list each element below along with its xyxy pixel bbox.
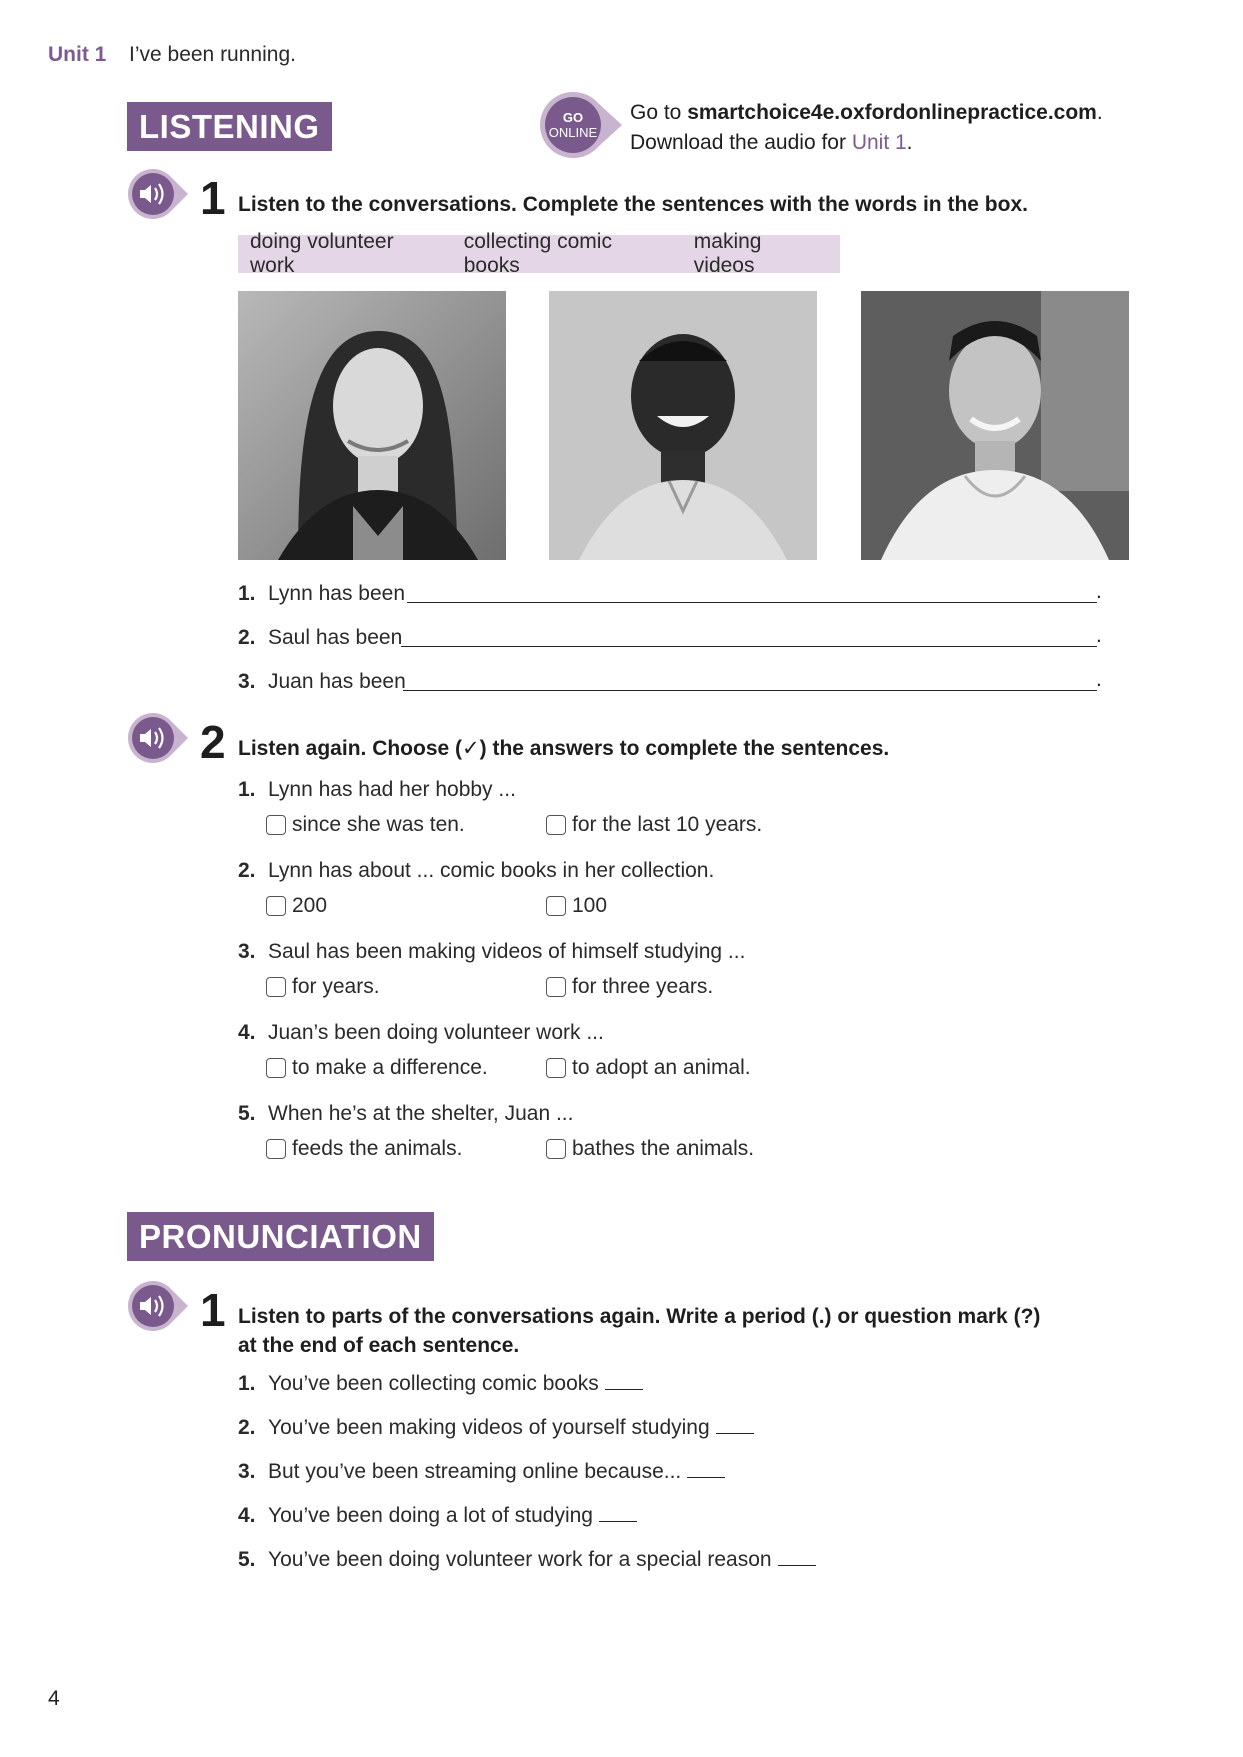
exercise-number: 1 [200, 1284, 226, 1336]
word-box [238, 230, 840, 277]
option-text: to adopt an animal. [572, 1056, 751, 1079]
option-a[interactable] [266, 892, 327, 920]
list-item [238, 1546, 816, 1574]
exercise-instruction [238, 1302, 1040, 1360]
item-text: You’ve been doing a lot of studying [268, 1504, 593, 1527]
question [238, 938, 745, 966]
option-text: for three years. [572, 975, 714, 998]
checkbox[interactable] [546, 1058, 566, 1078]
option-b[interactable] [546, 1135, 754, 1163]
checkbox[interactable] [266, 815, 286, 835]
checkbox[interactable] [266, 977, 286, 997]
option-a[interactable] [266, 973, 380, 1001]
site-link[interactable]: smartchoice4e.oxfordonlinepractice.com [687, 101, 1097, 124]
list-item [238, 1458, 725, 1486]
checkbox[interactable] [546, 977, 566, 997]
download-text: Download the audio for [630, 131, 852, 154]
instruction-line: Listen to parts of the conversations again. Write a period (.) or question mark (?) [238, 1305, 1041, 1328]
go-to-text: Go to [630, 101, 688, 124]
option-b[interactable] [546, 1054, 751, 1082]
go-online-bottom: ONLINE [548, 125, 598, 140]
instruction-line: at the end of each sentence. [238, 1334, 520, 1357]
exercise-number: 2 [200, 716, 226, 768]
photo-saul [549, 291, 817, 560]
listening-banner: LISTENING [127, 102, 332, 151]
answer-line[interactable] [407, 602, 1097, 603]
item-number: 2. [238, 626, 256, 649]
list-item [238, 1502, 637, 1530]
item-number: 5. [238, 1102, 256, 1125]
exercise-instruction: Listen to the conversations. Complete the sentences with the words in the box. [238, 193, 1028, 216]
period: . [1096, 624, 1102, 647]
period: . [1096, 668, 1102, 691]
question-text: Lynn has had her hobby ... [268, 778, 516, 801]
list-item [238, 668, 406, 696]
item-number: 2. [238, 859, 256, 882]
option-b[interactable] [546, 811, 762, 839]
question [238, 857, 714, 885]
unit-link[interactable]: Unit 1 [851, 131, 907, 154]
checkbox[interactable] [266, 896, 286, 916]
answer-line[interactable] [401, 646, 1097, 647]
answer-blank[interactable] [605, 1371, 643, 1390]
checkbox[interactable] [546, 896, 566, 916]
period: . [1096, 101, 1103, 124]
unit-title: I’ve been running. [129, 43, 296, 66]
exercise-number: 1 [200, 172, 226, 224]
go-online-top: GO [562, 110, 584, 125]
item-number: 3. [238, 670, 256, 693]
item-text: You’ve been collecting comic books [268, 1372, 599, 1395]
answer-blank[interactable] [599, 1503, 637, 1522]
option-a[interactable] [266, 1135, 462, 1163]
question-text: Lynn has about ... comic books in her collection. [268, 859, 715, 882]
item-number: 1. [238, 778, 256, 801]
option-text: feeds the animals. [292, 1137, 463, 1160]
exercise-instruction: Listen again. Choose (✓) the answers to complete the sentences. [238, 737, 890, 760]
option-b[interactable] [546, 973, 713, 1001]
word-option: collecting comic books [463, 230, 612, 277]
photo-lynn [238, 291, 506, 560]
item-number: 3. [238, 940, 256, 963]
option-text: 100 [572, 894, 608, 917]
word-option: doing volunteer work [250, 230, 394, 277]
answer-blank[interactable] [687, 1459, 725, 1478]
option-b[interactable] [546, 892, 607, 920]
option-text: for the last 10 years. [572, 813, 763, 836]
item-number: 3. [238, 1460, 256, 1483]
answer-blank[interactable] [778, 1547, 816, 1566]
question-text: When he’s at the shelter, Juan ... [268, 1102, 574, 1125]
unit-label: Unit 1 [48, 43, 107, 66]
option-text: for years. [292, 975, 380, 998]
option-a[interactable] [266, 1054, 488, 1082]
item-text: Saul has been [268, 626, 403, 649]
item-text: You’ve been making videos of yourself studying [268, 1416, 710, 1439]
period: . [906, 131, 913, 154]
audio-icon[interactable] [127, 1280, 189, 1332]
answer-line[interactable] [403, 690, 1097, 691]
list-item [238, 624, 402, 652]
period: . [1096, 580, 1102, 603]
list-item [238, 1370, 643, 1398]
item-text: But you’ve been streaming online because... [268, 1460, 682, 1483]
item-number: 1. [238, 582, 256, 605]
audio-icon[interactable] [127, 712, 189, 764]
pronunciation-banner: PRONUNCIATION [127, 1212, 434, 1261]
go-online-badge-icon[interactable] [538, 90, 624, 160]
checkbox[interactable] [546, 1139, 566, 1159]
question-text: Saul has been making videos of himself studying ... [268, 940, 746, 963]
item-number: 4. [238, 1504, 256, 1527]
question-text: Juan’s been doing volunteer work ... [268, 1021, 604, 1044]
item-text: Juan has been [268, 670, 406, 693]
checkbox[interactable] [266, 1058, 286, 1078]
word-option: making videos [693, 230, 762, 277]
list-item [238, 580, 405, 608]
question [238, 1100, 573, 1128]
option-text: since she was ten. [292, 813, 465, 836]
item-number: 2. [238, 1416, 256, 1439]
item-text: Lynn has been [268, 582, 406, 605]
item-number: 5. [238, 1548, 256, 1571]
audio-icon[interactable] [127, 168, 189, 220]
item-number: 1. [238, 1372, 256, 1395]
item-number: 4. [238, 1021, 256, 1044]
item-text: You’ve been doing volunteer work for a special reason [268, 1548, 772, 1571]
go-online-text [630, 98, 1103, 158]
checkbox[interactable] [546, 815, 566, 835]
option-text: 200 [292, 894, 328, 917]
photo-juan [861, 291, 1129, 560]
answer-blank[interactable] [716, 1415, 754, 1434]
question [238, 1019, 604, 1047]
question [238, 776, 516, 804]
option-a[interactable] [266, 811, 465, 839]
list-item [238, 1414, 754, 1442]
checkbox[interactable] [266, 1139, 286, 1159]
option-text: to make a difference. [292, 1056, 488, 1079]
page-number: 4 [48, 1687, 60, 1710]
option-text: bathes the animals. [572, 1137, 755, 1160]
